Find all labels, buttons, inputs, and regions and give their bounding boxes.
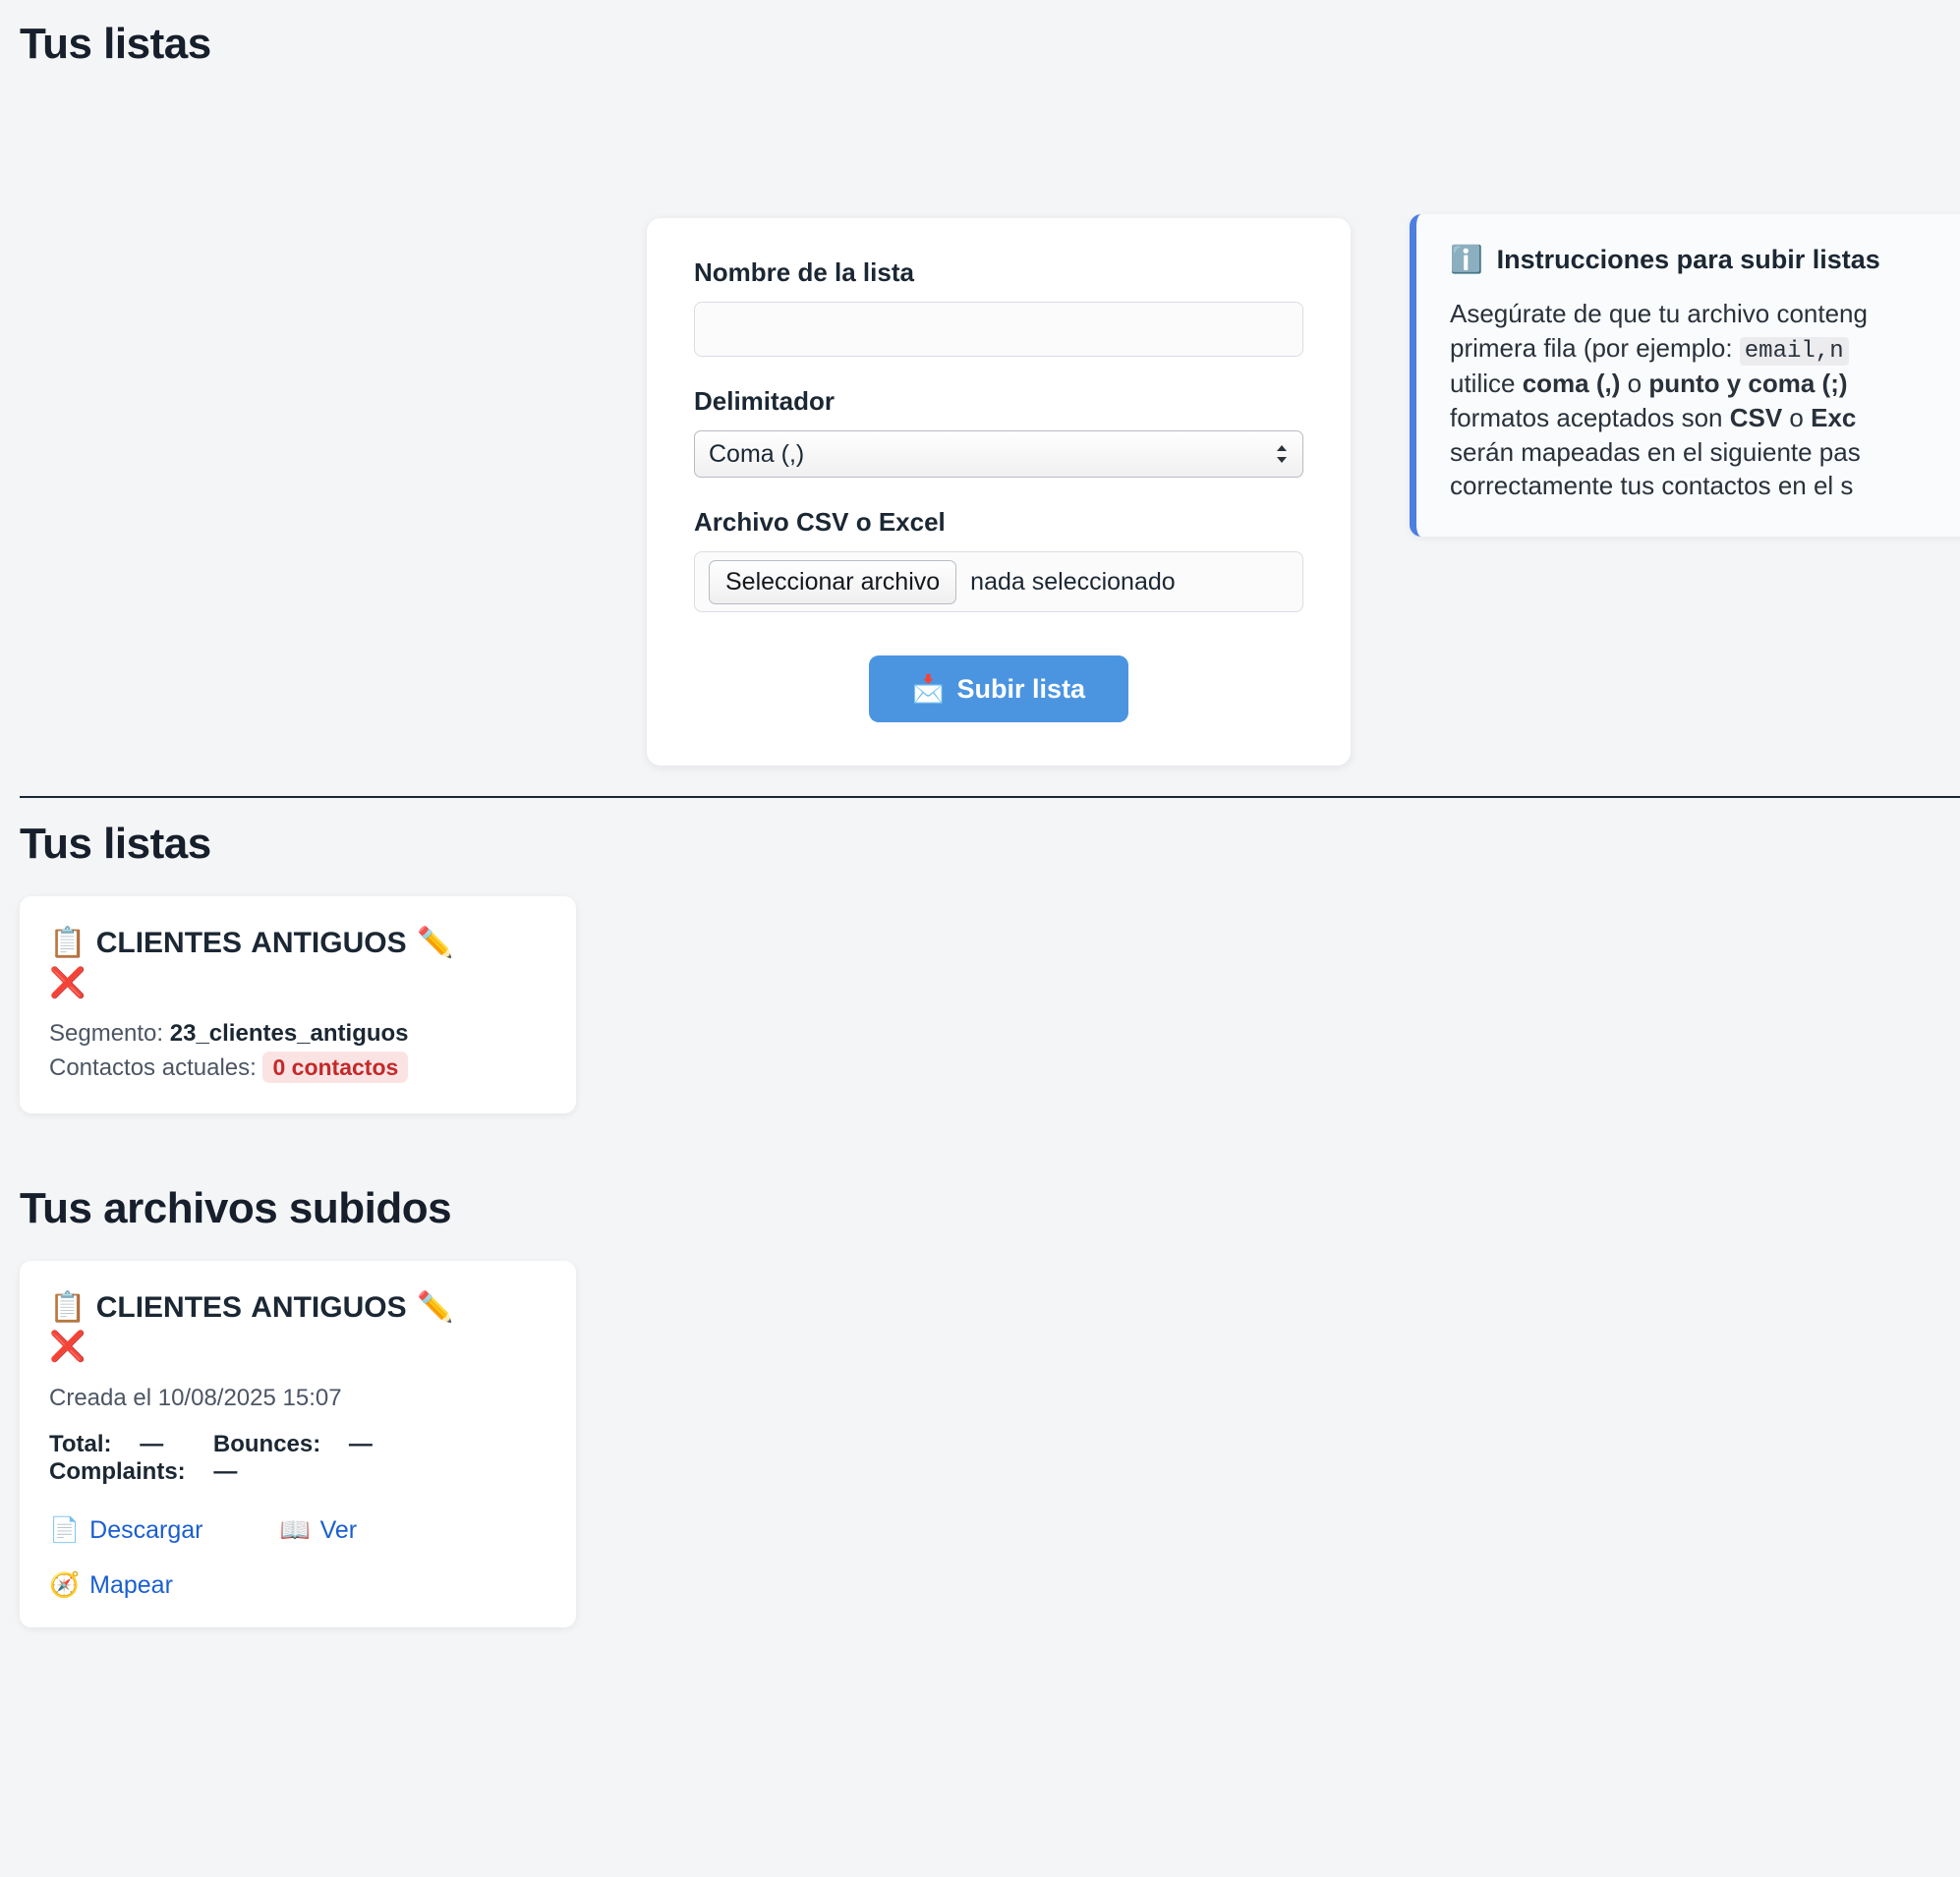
inbox-tray-icon: 📩 <box>911 674 946 705</box>
page-icon: 📄 <box>49 1515 81 1545</box>
file-status-text: nada seleccionado <box>970 567 1176 596</box>
bounces-label: Bounces: <box>212 1431 321 1458</box>
instructions-line-1: Asegúrate de que tu archivo conteng <box>1450 299 1868 328</box>
clipboard-icon: 📋 <box>49 926 86 960</box>
delimiter-select-value[interactable]: Coma (,) <box>694 430 1303 478</box>
list-card-name: CLIENTES ANTIGUOS <box>95 927 407 959</box>
list-card-contacts-row <box>49 1052 547 1086</box>
instructions-line-4-a: formatos aceptados son <box>1450 403 1730 433</box>
file-card-links-row-1 <box>49 1515 547 1545</box>
pencil-icon[interactable]: ✏️ <box>416 1289 454 1325</box>
lists-card-region <box>0 869 1960 1113</box>
list-name-label: Nombre de la lista <box>694 257 914 287</box>
instructions-line-2 <box>1450 331 1960 368</box>
cross-mark-icon[interactable]: ❌ <box>49 1330 86 1365</box>
list-card-segment-row <box>49 1017 547 1052</box>
upload-list-card <box>647 218 1351 766</box>
map-label: Mapear <box>89 1570 173 1599</box>
segment-label: Segmento: <box>49 1020 164 1047</box>
bounces-value: — <box>348 1431 373 1458</box>
instructions-line-5: serán mapeadas en el siguiente pas <box>1450 436 1861 467</box>
section-divider <box>20 796 1960 798</box>
submit-upload-label: Subir lista <box>956 673 1086 704</box>
pencil-icon[interactable]: ✏️ <box>416 926 454 960</box>
instructions-line-4-b: o <box>1782 403 1812 433</box>
files-card-region <box>0 1233 1960 1628</box>
submit-upload-button[interactable] <box>869 655 1128 722</box>
list-card <box>20 896 576 1113</box>
lists-section-heading: Tus listas <box>20 820 211 868</box>
cross-mark-icon[interactable]: ❌ <box>49 965 86 1000</box>
file-label: Archivo CSV o Excel <box>694 507 946 537</box>
instructions-line-4-bold-a: CSV <box>1729 403 1783 433</box>
complaints-stat <box>49 1458 259 1485</box>
instructions-line-3-b: o <box>1620 369 1649 399</box>
file-card <box>20 1261 576 1628</box>
status-badge: 0 contactos <box>262 1052 408 1083</box>
instructions-line-3-bold-a: coma (,) <box>1522 369 1621 399</box>
map-link[interactable] <box>49 1570 173 1600</box>
instructions-line-3 <box>1450 367 1960 401</box>
delimiter-label: Delimitador <box>694 386 836 416</box>
select-file-button[interactable]: Seleccionar archivo <box>709 560 956 604</box>
download-link[interactable] <box>49 1515 202 1545</box>
list-card-title-row <box>49 924 547 1003</box>
instructions-line-3-a: utilice <box>1450 369 1523 399</box>
total-value: — <box>140 1431 164 1458</box>
instructions-body <box>1450 297 1960 503</box>
view-label: Ver <box>319 1515 358 1544</box>
contacts-label: Contactos actuales: <box>49 1053 257 1081</box>
upload-area <box>0 69 1960 796</box>
page-title: Tus listas <box>20 20 211 68</box>
bounces-stat <box>213 1431 394 1457</box>
list-card-meta <box>49 1017 547 1086</box>
complaints-label: Complaints: <box>49 1458 186 1486</box>
view-link[interactable] <box>279 1515 357 1545</box>
total-label: Total: <box>49 1431 112 1458</box>
information-icon: ℹ️ <box>1450 245 1483 275</box>
instructions-line-2-text: primera fila (por ejemplo: <box>1450 332 1740 363</box>
clipboard-icon: 📋 <box>49 1289 86 1325</box>
header-example-code: email,n <box>1740 337 1849 366</box>
instructions-line-3-bold-b: punto y coma (;) <box>1648 369 1848 399</box>
file-card-name: CLIENTES ANTIGUOS <box>95 1290 407 1324</box>
book-icon: 📖 <box>279 1515 311 1545</box>
total-stat <box>49 1431 185 1457</box>
delimiter-select[interactable] <box>694 430 1303 478</box>
download-label: Descargar <box>89 1515 203 1544</box>
files-section-heading: Tus archivos subidos <box>20 1183 452 1232</box>
instructions-line-4 <box>1450 401 1960 435</box>
segment-value: 23_clientes_antiguos <box>169 1020 409 1047</box>
file-card-stats <box>49 1431 547 1486</box>
instructions-title: Instrucciones para subir listas <box>1496 244 1880 274</box>
instructions-line-4-bold-b: Exc <box>1811 403 1857 433</box>
complaints-value: — <box>213 1458 238 1486</box>
file-card-links-row-2 <box>49 1570 547 1600</box>
instructions-panel <box>1410 214 1960 537</box>
file-card-created: Creada el 10/08/2025 15:07 <box>49 1384 342 1411</box>
file-card-title-row <box>49 1288 547 1368</box>
file-input-row[interactable] <box>694 551 1303 612</box>
list-name-input[interactable] <box>694 302 1303 357</box>
instructions-title-row <box>1450 244 1960 275</box>
instructions-line-6: correctamente tus contactos en el s <box>1450 471 1854 501</box>
compass-icon: 🧭 <box>49 1570 81 1600</box>
